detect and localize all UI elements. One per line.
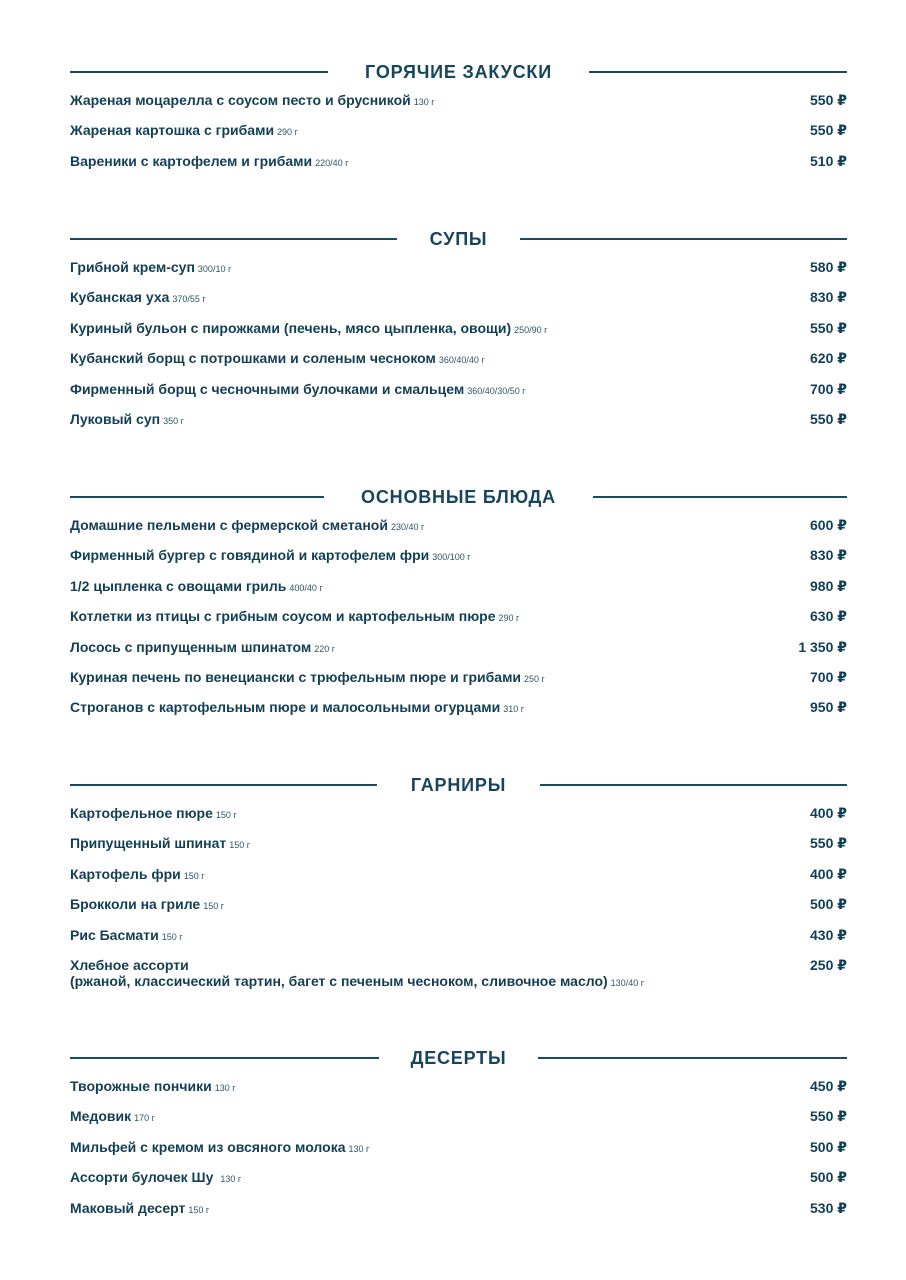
menu-item xyxy=(70,805,847,835)
item-name: Жареная картошка с грибами xyxy=(70,122,275,139)
item-name: Хлебное ассорти xyxy=(70,956,189,973)
item-name: Фирменный борщ с чесночными булочками и смальцем xyxy=(70,380,465,397)
item-price: 400 ₽ xyxy=(810,865,847,882)
item-price: 620 ₽ xyxy=(810,350,847,367)
item-weight: 150 г xyxy=(203,901,225,912)
item-name: Куриный бульон с пирожками (печень, мясо цыпленка, овощи) xyxy=(70,319,512,336)
item-price: 950 ₽ xyxy=(810,699,847,716)
item-weight: 170 г xyxy=(134,1113,155,1124)
item-name: Картофельное пюре xyxy=(70,805,213,821)
section-main-courses xyxy=(70,486,847,730)
item-name: Ассорти булочек Шу xyxy=(70,1169,218,1186)
item-weight: 150 г xyxy=(229,840,251,851)
item-weight: 250/90 г xyxy=(514,324,548,335)
section-title: ГАРНИРЫ xyxy=(410,775,507,795)
divider-line xyxy=(540,784,847,786)
section-title: ГОРЯЧИЕ ЗАКУСКИ xyxy=(365,62,552,82)
item-weight: 150 г xyxy=(188,1204,210,1215)
section-header xyxy=(70,1047,847,1069)
item-weight: 230/40 г xyxy=(390,522,425,532)
section-header xyxy=(70,61,847,83)
menu-item xyxy=(70,381,847,411)
item-weight: 150 г xyxy=(215,810,237,820)
item-price: 830 ₽ xyxy=(810,547,847,564)
menu-item xyxy=(70,669,847,699)
menu-item xyxy=(70,517,847,547)
section-hot-starters xyxy=(70,61,847,183)
divider-line xyxy=(520,238,847,240)
menu-item xyxy=(70,1200,847,1230)
menu-item xyxy=(70,259,847,289)
item-price: 550 ₽ xyxy=(810,122,847,139)
menu-item xyxy=(70,92,847,122)
menu-item xyxy=(70,896,847,926)
item-price: 550 ₽ xyxy=(810,410,847,427)
menu-item xyxy=(70,1139,847,1169)
item-name: Луковый суп xyxy=(70,410,161,427)
item-name: Мильфей с кремом из овсяного молока xyxy=(70,1138,346,1155)
section-title: СУПЫ xyxy=(429,229,488,249)
section-header xyxy=(70,486,847,508)
item-name: Припущенный шпинат xyxy=(70,835,227,852)
divider-line xyxy=(538,1057,847,1059)
menu-item xyxy=(70,608,847,638)
item-price: 400 ₽ xyxy=(810,805,847,821)
menu-item xyxy=(70,122,847,152)
item-weight: 300/10 г xyxy=(197,264,232,274)
item-price: 550 ₽ xyxy=(810,835,847,852)
section-desserts xyxy=(70,1047,847,1230)
divider-line xyxy=(593,496,847,498)
item-weight: 220 г xyxy=(314,643,336,654)
item-name: Кубанская уха xyxy=(70,289,170,306)
item-weight: 150 г xyxy=(183,870,205,881)
item-weight: 310 г xyxy=(503,704,525,715)
item-name: Котлетки из птицы с грибным соусом и картофельным пюре xyxy=(70,608,496,625)
menu-item xyxy=(70,350,847,380)
item-name: Творожные пончики xyxy=(70,1078,212,1094)
item-price: 250 ₽ xyxy=(810,956,847,973)
menu-item xyxy=(70,1078,847,1108)
item-name: Строганов с картофельным пюре и малосольными огурцами xyxy=(70,699,501,716)
item-weight: 360/40/30/50 г xyxy=(467,385,526,396)
item-price: 550 ₽ xyxy=(810,1108,847,1125)
divider-line xyxy=(589,71,847,73)
item-price: 980 ₽ xyxy=(810,577,847,594)
item-weight: 360/40/40 г xyxy=(438,355,485,366)
section-sides xyxy=(70,774,847,1003)
item-weight: 290 г xyxy=(277,127,298,138)
item-price: 630 ₽ xyxy=(810,608,847,625)
section-title: ДЕСЕРТЫ xyxy=(410,1048,507,1068)
item-price: 700 ₽ xyxy=(810,380,847,397)
item-name: Жареная моцарелла с соусом песто и брусникой xyxy=(70,92,411,108)
item-weight: 130 г xyxy=(220,1174,242,1185)
item-weight: 130/40 г xyxy=(610,977,644,988)
item-price: 430 ₽ xyxy=(810,926,847,943)
item-weight: 300/100 г xyxy=(432,552,471,563)
item-name: Куриная печень по венециански с трюфельным пюре и грибами xyxy=(70,668,522,685)
item-price: 500 ₽ xyxy=(810,1169,847,1186)
item-name: 1/2 цыпленка с овощами гриль xyxy=(70,577,287,594)
menu-item xyxy=(70,927,847,957)
menu-item xyxy=(70,578,847,608)
menu-item xyxy=(70,1108,847,1138)
item-name: Брокколи на гриле xyxy=(70,896,201,913)
item-price: 600 ₽ xyxy=(810,517,847,533)
item-name: Лосось с припущенным шпинатом xyxy=(70,638,312,655)
item-weight: 350 г xyxy=(163,415,184,426)
item-price: 530 ₽ xyxy=(810,1199,847,1216)
menu-item xyxy=(70,699,847,729)
item-weight: 130 г xyxy=(214,1083,236,1093)
item-name: Рис Басмати xyxy=(70,926,159,943)
section-header xyxy=(70,774,847,796)
item-name: Картофель фри xyxy=(70,865,181,882)
item-weight: 130 г xyxy=(348,1143,370,1154)
item-price: 500 ₽ xyxy=(810,896,847,913)
section-header xyxy=(70,228,847,250)
section-soups xyxy=(70,228,847,441)
item-price: 510 ₽ xyxy=(810,152,847,169)
item-weight: 370/55 г xyxy=(172,294,206,305)
item-weight: 290 г xyxy=(498,613,520,624)
item-name: Домашние пельмени с фермерской сметаной xyxy=(70,517,388,533)
item-name: Грибной крем-суп xyxy=(70,259,195,275)
menu-item xyxy=(70,957,847,1003)
item-name: Вареники с картофелем и грибами xyxy=(70,152,313,169)
item-name: Медовик xyxy=(70,1108,132,1125)
menu-item xyxy=(70,411,847,441)
item-weight: 250 г xyxy=(524,673,545,684)
item-price: 550 ₽ xyxy=(810,92,847,108)
item-price: 450 ₽ xyxy=(810,1078,847,1094)
item-price: 550 ₽ xyxy=(810,319,847,336)
item-price: 500 ₽ xyxy=(810,1138,847,1155)
menu-item xyxy=(70,547,847,577)
menu-item xyxy=(70,866,847,896)
menu-item xyxy=(70,1169,847,1199)
menu-item xyxy=(70,320,847,350)
item-price: 830 ₽ xyxy=(810,289,847,306)
item-name: Фирменный бургер с говядиной и картофелем фри xyxy=(70,547,430,564)
item-price: 1 350 ₽ xyxy=(798,638,847,655)
menu-item xyxy=(70,639,847,669)
item-price: 580 ₽ xyxy=(810,259,847,275)
item-price: 700 ₽ xyxy=(810,668,847,685)
item-weight: 150 г xyxy=(161,931,183,942)
menu-item xyxy=(70,153,847,183)
menu-item xyxy=(70,289,847,319)
item-weight: 400/40 г xyxy=(289,582,323,593)
item-weight: 130 г xyxy=(413,97,435,107)
section-title: ОСНОВНЫЕ БЛЮДА xyxy=(361,487,556,507)
item-name: Кубанский борщ с потрошками и соленым чесноком xyxy=(70,350,436,367)
item-weight: 220/40 г xyxy=(315,157,349,168)
menu-item xyxy=(70,835,847,865)
item-description: (ржаной, классический тартин, багет с печеным чесноком, сливочное масло) xyxy=(70,972,608,989)
item-name: Маковый десерт xyxy=(70,1199,186,1216)
